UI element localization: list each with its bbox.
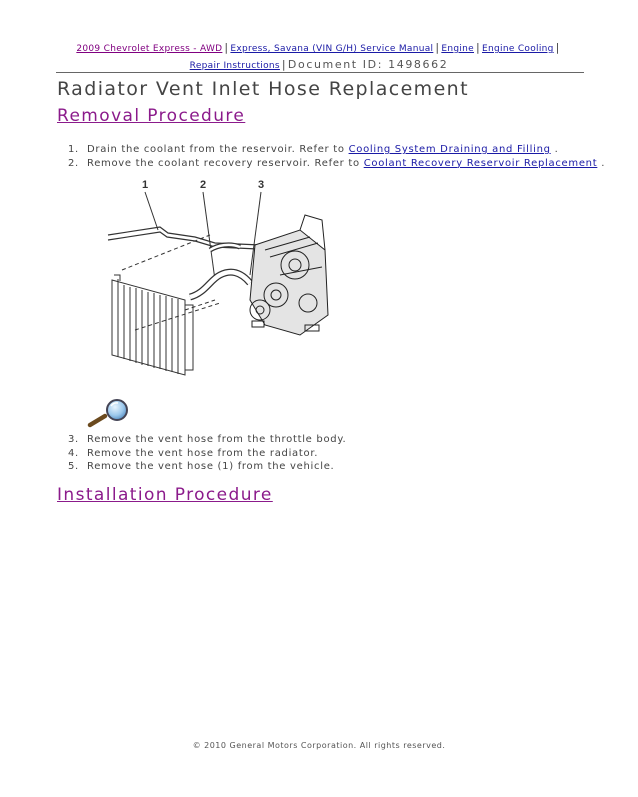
breadcrumb (0, 40, 638, 74)
breadcrumb-link-repair-instructions[interactable]: Repair Instructions (189, 61, 280, 71)
breadcrumb-separator: | (224, 41, 229, 54)
callout-leader-2 (203, 192, 215, 280)
page-title: Radiator Vent Inlet Hose Replacement (57, 78, 469, 100)
link-coolant-recovery-reservoir[interactable]: Coolant Recovery Reservoir Replacement (363, 157, 598, 169)
list-item: 2. Remove the coolant recovery reservoir. Refer to Coolant Recovery Reservoir Replacement . (68, 157, 606, 169)
breadcrumb-link-engine-cooling[interactable]: Engine Cooling (482, 44, 554, 54)
list-item: 1. Drain the coolant from the reservoir. Refer to Cooling System Draining and Filling . (68, 144, 559, 155)
installation-heading: Installation Procedure (57, 485, 273, 505)
callout-label-1: 1 (142, 179, 149, 191)
callout-label-3: 3 (258, 179, 265, 191)
breadcrumb-link-service-manual[interactable]: Express, Savana (VIN G/H) Service Manual (230, 44, 434, 54)
breadcrumb-separator: | (281, 58, 286, 71)
link-cooling-system-draining[interactable]: Cooling System Draining and Filling (348, 144, 551, 155)
callout-label-2: 2 (200, 179, 207, 191)
breadcrumb-separator: | (435, 41, 440, 54)
breadcrumb-separator: | (555, 41, 560, 54)
copyright-footer: © 2010 General Motors Corporation. All rights reserved. (192, 741, 446, 750)
magnifier-icon[interactable] (84, 398, 136, 428)
document-id: Document ID: 1498662 (287, 58, 449, 71)
breadcrumb-link-engine[interactable]: Engine (441, 44, 474, 54)
list-item: 4. Remove the vent hose from the radiator. (68, 447, 319, 459)
breadcrumb-link-vehicle[interactable]: 2009 Chevrolet Express - AWD (76, 44, 223, 54)
removal-heading: Removal Procedure (57, 106, 246, 126)
breadcrumb-separator: | (476, 41, 481, 54)
list-item: 5. Remove the vent hose (1) from the vehicle. (68, 461, 335, 472)
vent-hose-diagram (100, 175, 335, 380)
engine (250, 215, 328, 335)
header-divider (56, 72, 584, 73)
radiator (112, 275, 193, 375)
callout-leader-1 (145, 192, 158, 230)
removal-steps-list-b (68, 433, 346, 474)
removal-steps-list-a (68, 143, 605, 170)
list-item: 3. Remove the vent hose from the throttle body. (68, 434, 347, 445)
